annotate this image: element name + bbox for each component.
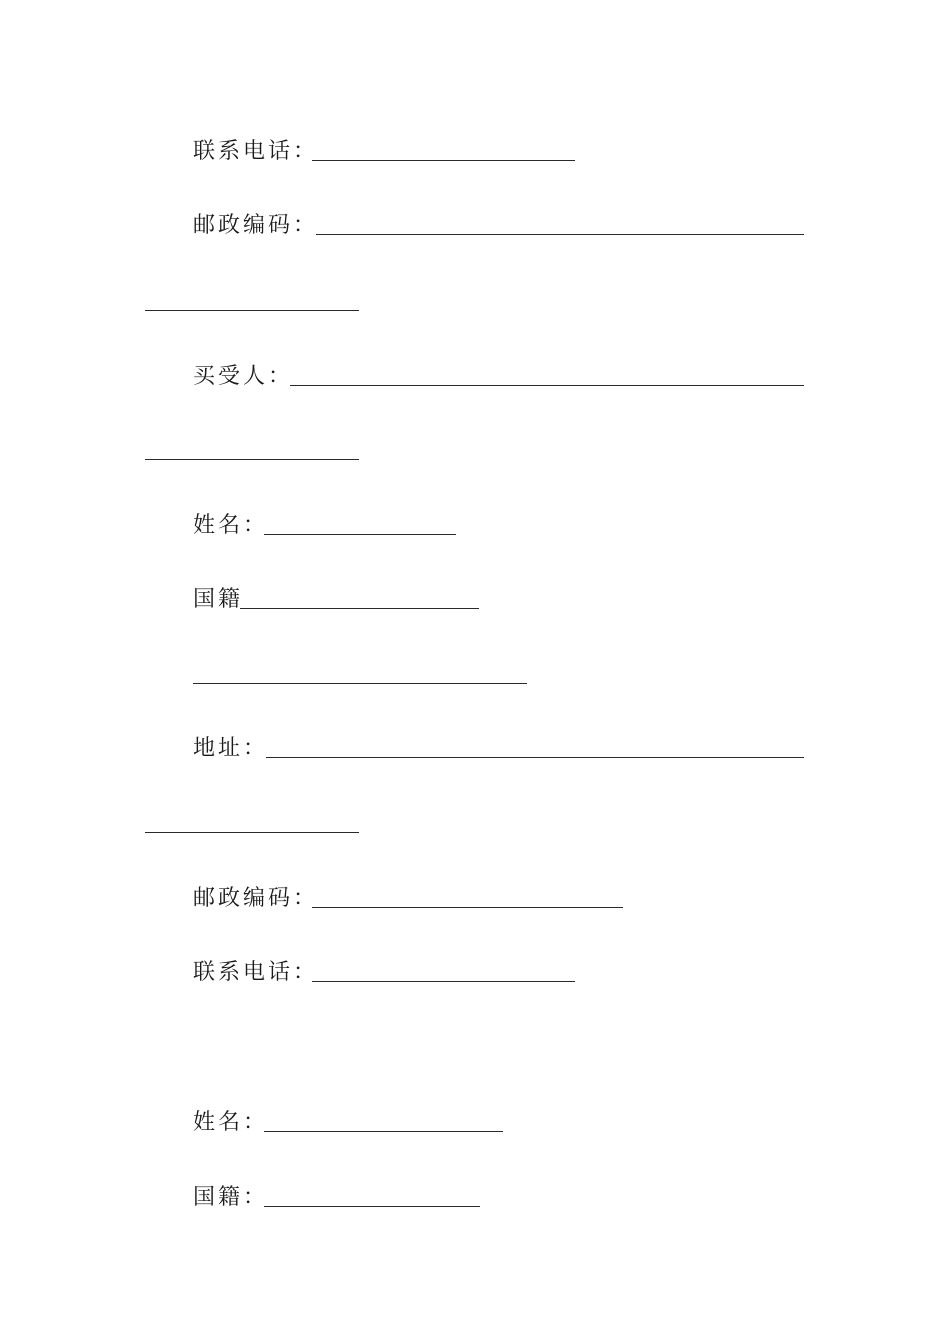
address-blank-line[interactable] bbox=[266, 757, 804, 758]
nationality-blank-line[interactable] bbox=[264, 1206, 480, 1207]
phone-field-2 bbox=[0, 958, 950, 988]
nationality-label: 国籍 bbox=[193, 587, 244, 612]
nationality-field-2 bbox=[0, 1183, 950, 1213]
phone-label: 联系电话： bbox=[193, 960, 319, 985]
phone-field-1 bbox=[0, 137, 950, 167]
nationality-continuation bbox=[0, 660, 950, 690]
postcode-field-1 bbox=[0, 211, 950, 241]
name-blank-line[interactable] bbox=[264, 534, 456, 535]
postcode-field-2 bbox=[0, 884, 950, 914]
address-label: 地址： bbox=[193, 736, 269, 761]
phone-blank-line[interactable] bbox=[312, 981, 575, 982]
name-blank-line[interactable] bbox=[264, 1131, 503, 1132]
phone-blank-line[interactable] bbox=[312, 160, 575, 161]
postcode-blank-line[interactable] bbox=[312, 907, 623, 908]
name-field-1 bbox=[0, 511, 950, 541]
postcode-label: 邮政编码： bbox=[193, 213, 319, 238]
address-continuation bbox=[0, 809, 950, 839]
nationality-blank-line[interactable] bbox=[240, 608, 479, 609]
postcode-label: 邮政编码： bbox=[193, 886, 319, 911]
postcode-continuation bbox=[0, 287, 950, 317]
name-field-2 bbox=[0, 1108, 950, 1138]
assignee-blank-line-continued[interactable] bbox=[145, 459, 359, 460]
assignee-blank-line[interactable] bbox=[290, 385, 804, 386]
postcode-blank-line-continued[interactable] bbox=[145, 310, 359, 311]
name-label: 姓名： bbox=[193, 513, 269, 538]
nationality-field-1 bbox=[0, 585, 950, 615]
assignee-field bbox=[0, 362, 950, 392]
postcode-blank-line[interactable] bbox=[316, 234, 804, 235]
name-label: 姓名： bbox=[193, 1110, 269, 1135]
phone-label: 联系电话： bbox=[193, 139, 319, 164]
nationality-blank-line-continued[interactable] bbox=[193, 683, 527, 684]
nationality-label: 国籍： bbox=[193, 1185, 269, 1210]
assignee-label: 买受人： bbox=[193, 364, 294, 389]
assignee-continuation bbox=[0, 436, 950, 466]
address-blank-line-continued[interactable] bbox=[145, 832, 359, 833]
address-field bbox=[0, 734, 950, 764]
